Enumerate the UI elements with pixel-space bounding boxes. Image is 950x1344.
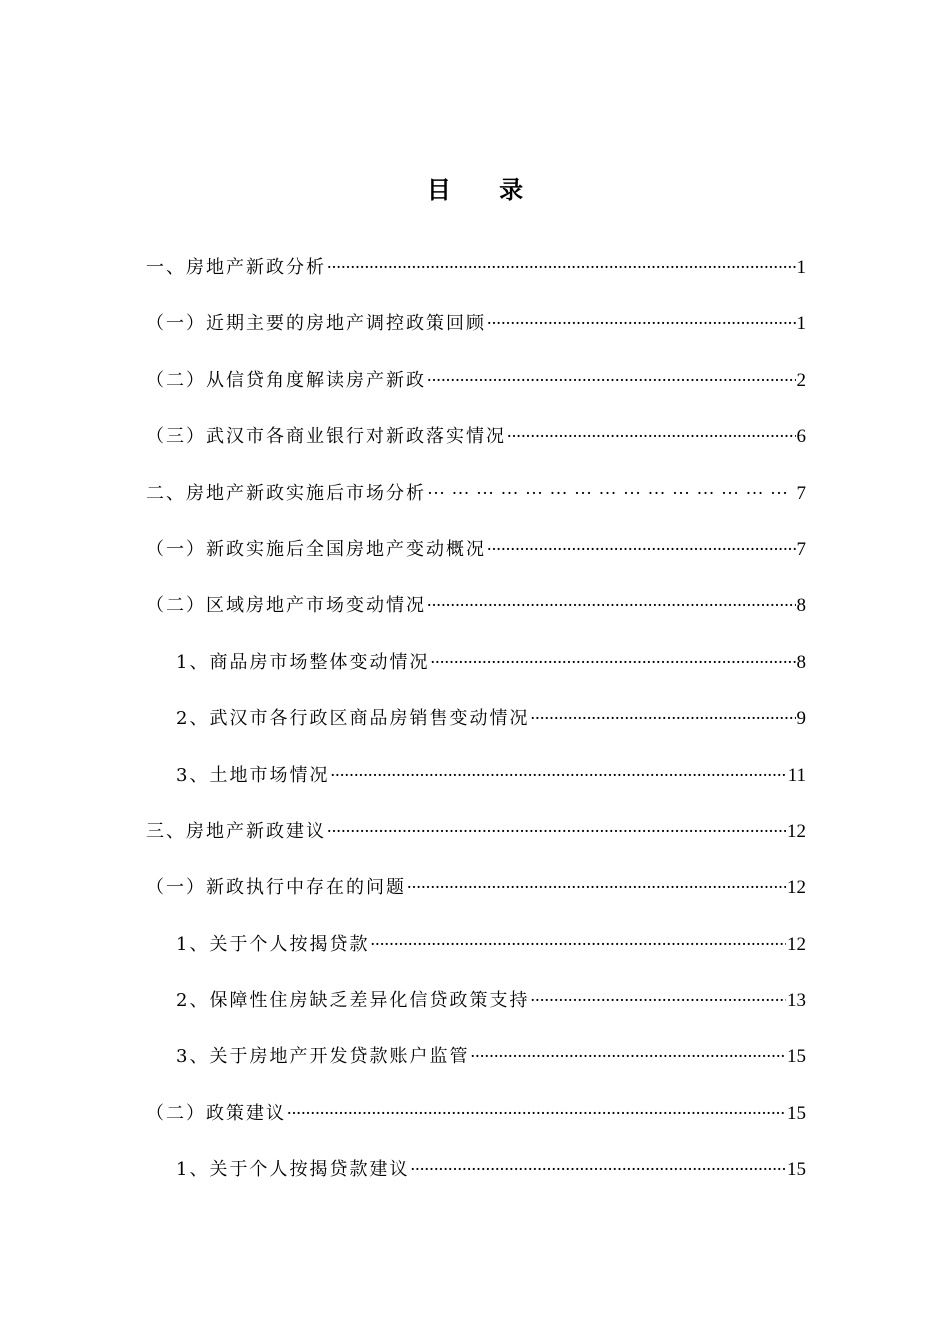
toc-entry[interactable] — [146, 476, 806, 532]
toc-entry[interactable] — [146, 363, 806, 419]
toc-entry-text: （三）武汉市各商业银行对新政落实情况 — [146, 426, 506, 448]
toc-entry[interactable] — [146, 419, 806, 475]
toc-entry[interactable] — [146, 588, 806, 644]
toc-entry-page: 7 — [796, 482, 806, 504]
toc-entry-page: 7 — [796, 538, 806, 560]
toc-leader — [287, 1099, 786, 1119]
toc-leader — [530, 986, 786, 1006]
toc-entry[interactable] — [146, 927, 806, 983]
toc-entry-page: 12 — [787, 933, 806, 955]
toc-entry-page: 1 — [796, 257, 806, 278]
toc-entry-text: 3、土地市场情况 — [176, 764, 330, 786]
toc-entry-page: 8 — [796, 651, 806, 673]
toc-entry-text: 1、关于个人按揭贷款建议 — [176, 1159, 410, 1181]
toc-entry-page: 11 — [787, 764, 806, 786]
toc-entry-text: （二）区域房地产市场变动情况 — [146, 595, 426, 617]
toc-entry[interactable] — [146, 532, 806, 588]
toc-entry[interactable] — [146, 983, 806, 1039]
toc-entry-text: （二）从信贷角度解读房产新政 — [146, 369, 426, 391]
toc-entry-text: 一、房地产新政分析 — [146, 257, 326, 278]
toc-entry-page: 1 — [796, 313, 806, 335]
toc-entry-page: 15 — [787, 1102, 806, 1124]
toc-entry[interactable] — [146, 1096, 806, 1152]
table-of-contents — [146, 250, 806, 1209]
toc-leader — [370, 930, 786, 950]
toc-entry-text: 3、关于房地产开发贷款账户监管 — [176, 1046, 470, 1068]
toc-leader — [470, 1042, 786, 1062]
toc-entry-text: （一）新政执行中存在的问题 — [146, 877, 406, 899]
toc-leader — [410, 1155, 786, 1175]
toc-entry-page: 9 — [796, 708, 806, 730]
toc-entry[interactable] — [146, 1039, 806, 1095]
toc-leader — [330, 761, 786, 781]
toc-entry[interactable] — [146, 814, 806, 870]
toc-entry-page: 15 — [787, 1046, 806, 1068]
toc-entry-page: 2 — [796, 369, 806, 391]
toc-leader — [427, 479, 796, 499]
toc-entry-text: （一）新政实施后全国房地产变动概况 — [146, 538, 486, 560]
toc-leader — [407, 873, 786, 893]
toc-leader — [430, 648, 795, 668]
toc-entry-page: 12 — [787, 877, 806, 899]
toc-entry-page: 6 — [796, 426, 806, 448]
toc-entry[interactable] — [146, 701, 806, 757]
toc-leader — [507, 422, 796, 442]
toc-entry[interactable] — [146, 250, 806, 306]
toc-entry-page: 15 — [787, 1159, 806, 1181]
toc-leader — [487, 309, 796, 329]
toc-leader — [530, 704, 795, 724]
toc-entry-page: 8 — [796, 595, 806, 617]
page-title: 目 录 — [426, 176, 544, 204]
toc-entry-text: 2、武汉市各行政区商品房销售变动情况 — [176, 708, 530, 730]
toc-entry-text: 二、房地产新政实施后市场分析 — [146, 482, 426, 504]
toc-leader — [427, 366, 796, 386]
toc-entry-text: （二）政策建议 — [146, 1102, 286, 1124]
toc-entry[interactable] — [146, 870, 806, 926]
toc-entry-page: 12 — [787, 820, 806, 842]
toc-entry[interactable] — [146, 1152, 806, 1208]
toc-entry-text: 1、商品房市场整体变动情况 — [176, 651, 430, 673]
toc-entry-text: （一）近期主要的房地产调控政策回顾 — [146, 313, 486, 335]
toc-entry-page: 13 — [787, 990, 806, 1012]
toc-entry-text: 三、房地产新政建议 — [146, 820, 326, 842]
toc-leader — [427, 591, 796, 611]
toc-leader — [487, 535, 796, 555]
toc-leader — [327, 253, 796, 273]
toc-entry[interactable] — [146, 645, 806, 701]
toc-leader — [327, 817, 786, 837]
toc-entry-text: 2、保障性住房缺乏差异化信贷政策支持 — [176, 990, 530, 1012]
toc-entry[interactable] — [146, 758, 806, 814]
toc-entry-text: 1、关于个人按揭贷款 — [176, 933, 370, 955]
toc-entry[interactable] — [146, 306, 806, 362]
